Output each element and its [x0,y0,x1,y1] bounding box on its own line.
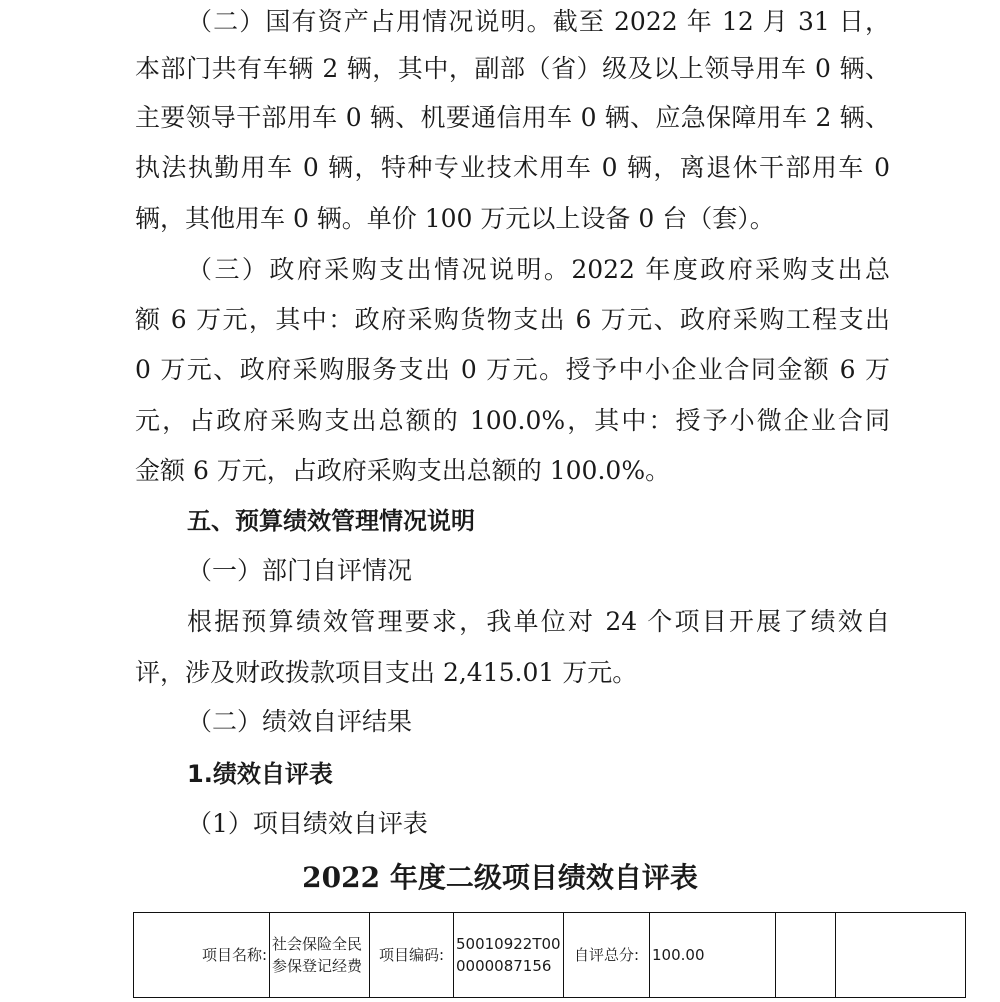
procurement-line-2: 额 6 万元，其中：政府采购货物支出 6 万元、政府采购工程支出 [135,305,890,334]
project-code-label: 项目编码: [370,913,454,998]
sub-heading-dept-self-eval: （一）部门自评情况 [187,556,413,585]
sub-heading-self-eval-result: （二）绩效自评结果 [187,707,413,736]
table-heading-2: （1）项目绩效自评表 [187,809,428,838]
project-code-value: 50010922T000000087156 [454,913,564,998]
assets-line-2: 本部门共有车辆 2 辆，其中，副部（省）级及以上领导用车 0 辆、 [135,54,890,83]
table-row [134,913,966,998]
empty-cell [776,913,836,998]
assets-line-4: 执法执勤用车 0 辆，特种专业技术用车 0 辆，离退休干部用车 0 [135,153,890,182]
score-value: 100.00 [650,913,776,998]
table-heading-1: 1.绩效自评表 [187,760,333,788]
assets-line-3: 主要领导干部用车 0 辆、机要通信用车 0 辆、应急保障用车 2 辆、 [135,103,890,132]
project-name-value: 社会保险全民参保登记经费 [270,913,370,998]
assets-line-1: （二）国有资产占用情况说明。截至 2022 年 12 月 31 日， [187,7,890,36]
section-5-heading: 五、预算绩效管理情况说明 [187,507,475,535]
self-eval-line-2: 评，涉及财政拨款项目支出 2,415.01 万元。 [135,658,638,687]
empty-cell [836,913,966,998]
procurement-line-4: 元，占政府采购支出总额的 100.0%，其中：授予小微企业合同 [135,406,890,435]
self-eval-line-1: 根据预算绩效管理要求，我单位对 24 个项目开展了绩效自 [187,607,890,636]
procurement-line-1: （三）政府采购支出情况说明。2022 年度政府采购支出总 [187,255,890,284]
table-title: 2022 年度二级项目绩效自评表 [302,861,698,894]
assets-line-5: 辆，其他用车 0 辆。单价 100 万元以上设备 0 台（套）。 [135,204,775,233]
project-name-label: 项目名称: [134,913,270,998]
procurement-line-5: 金额 6 万元，占政府采购支出总额的 100.0%。 [135,456,671,485]
procurement-line-3: 0 万元、政府采购服务支出 0 万元。授予中小企业合同金额 6 万 [135,355,890,384]
project-eval-table [133,912,966,998]
score-label: 自评总分: [564,913,650,998]
